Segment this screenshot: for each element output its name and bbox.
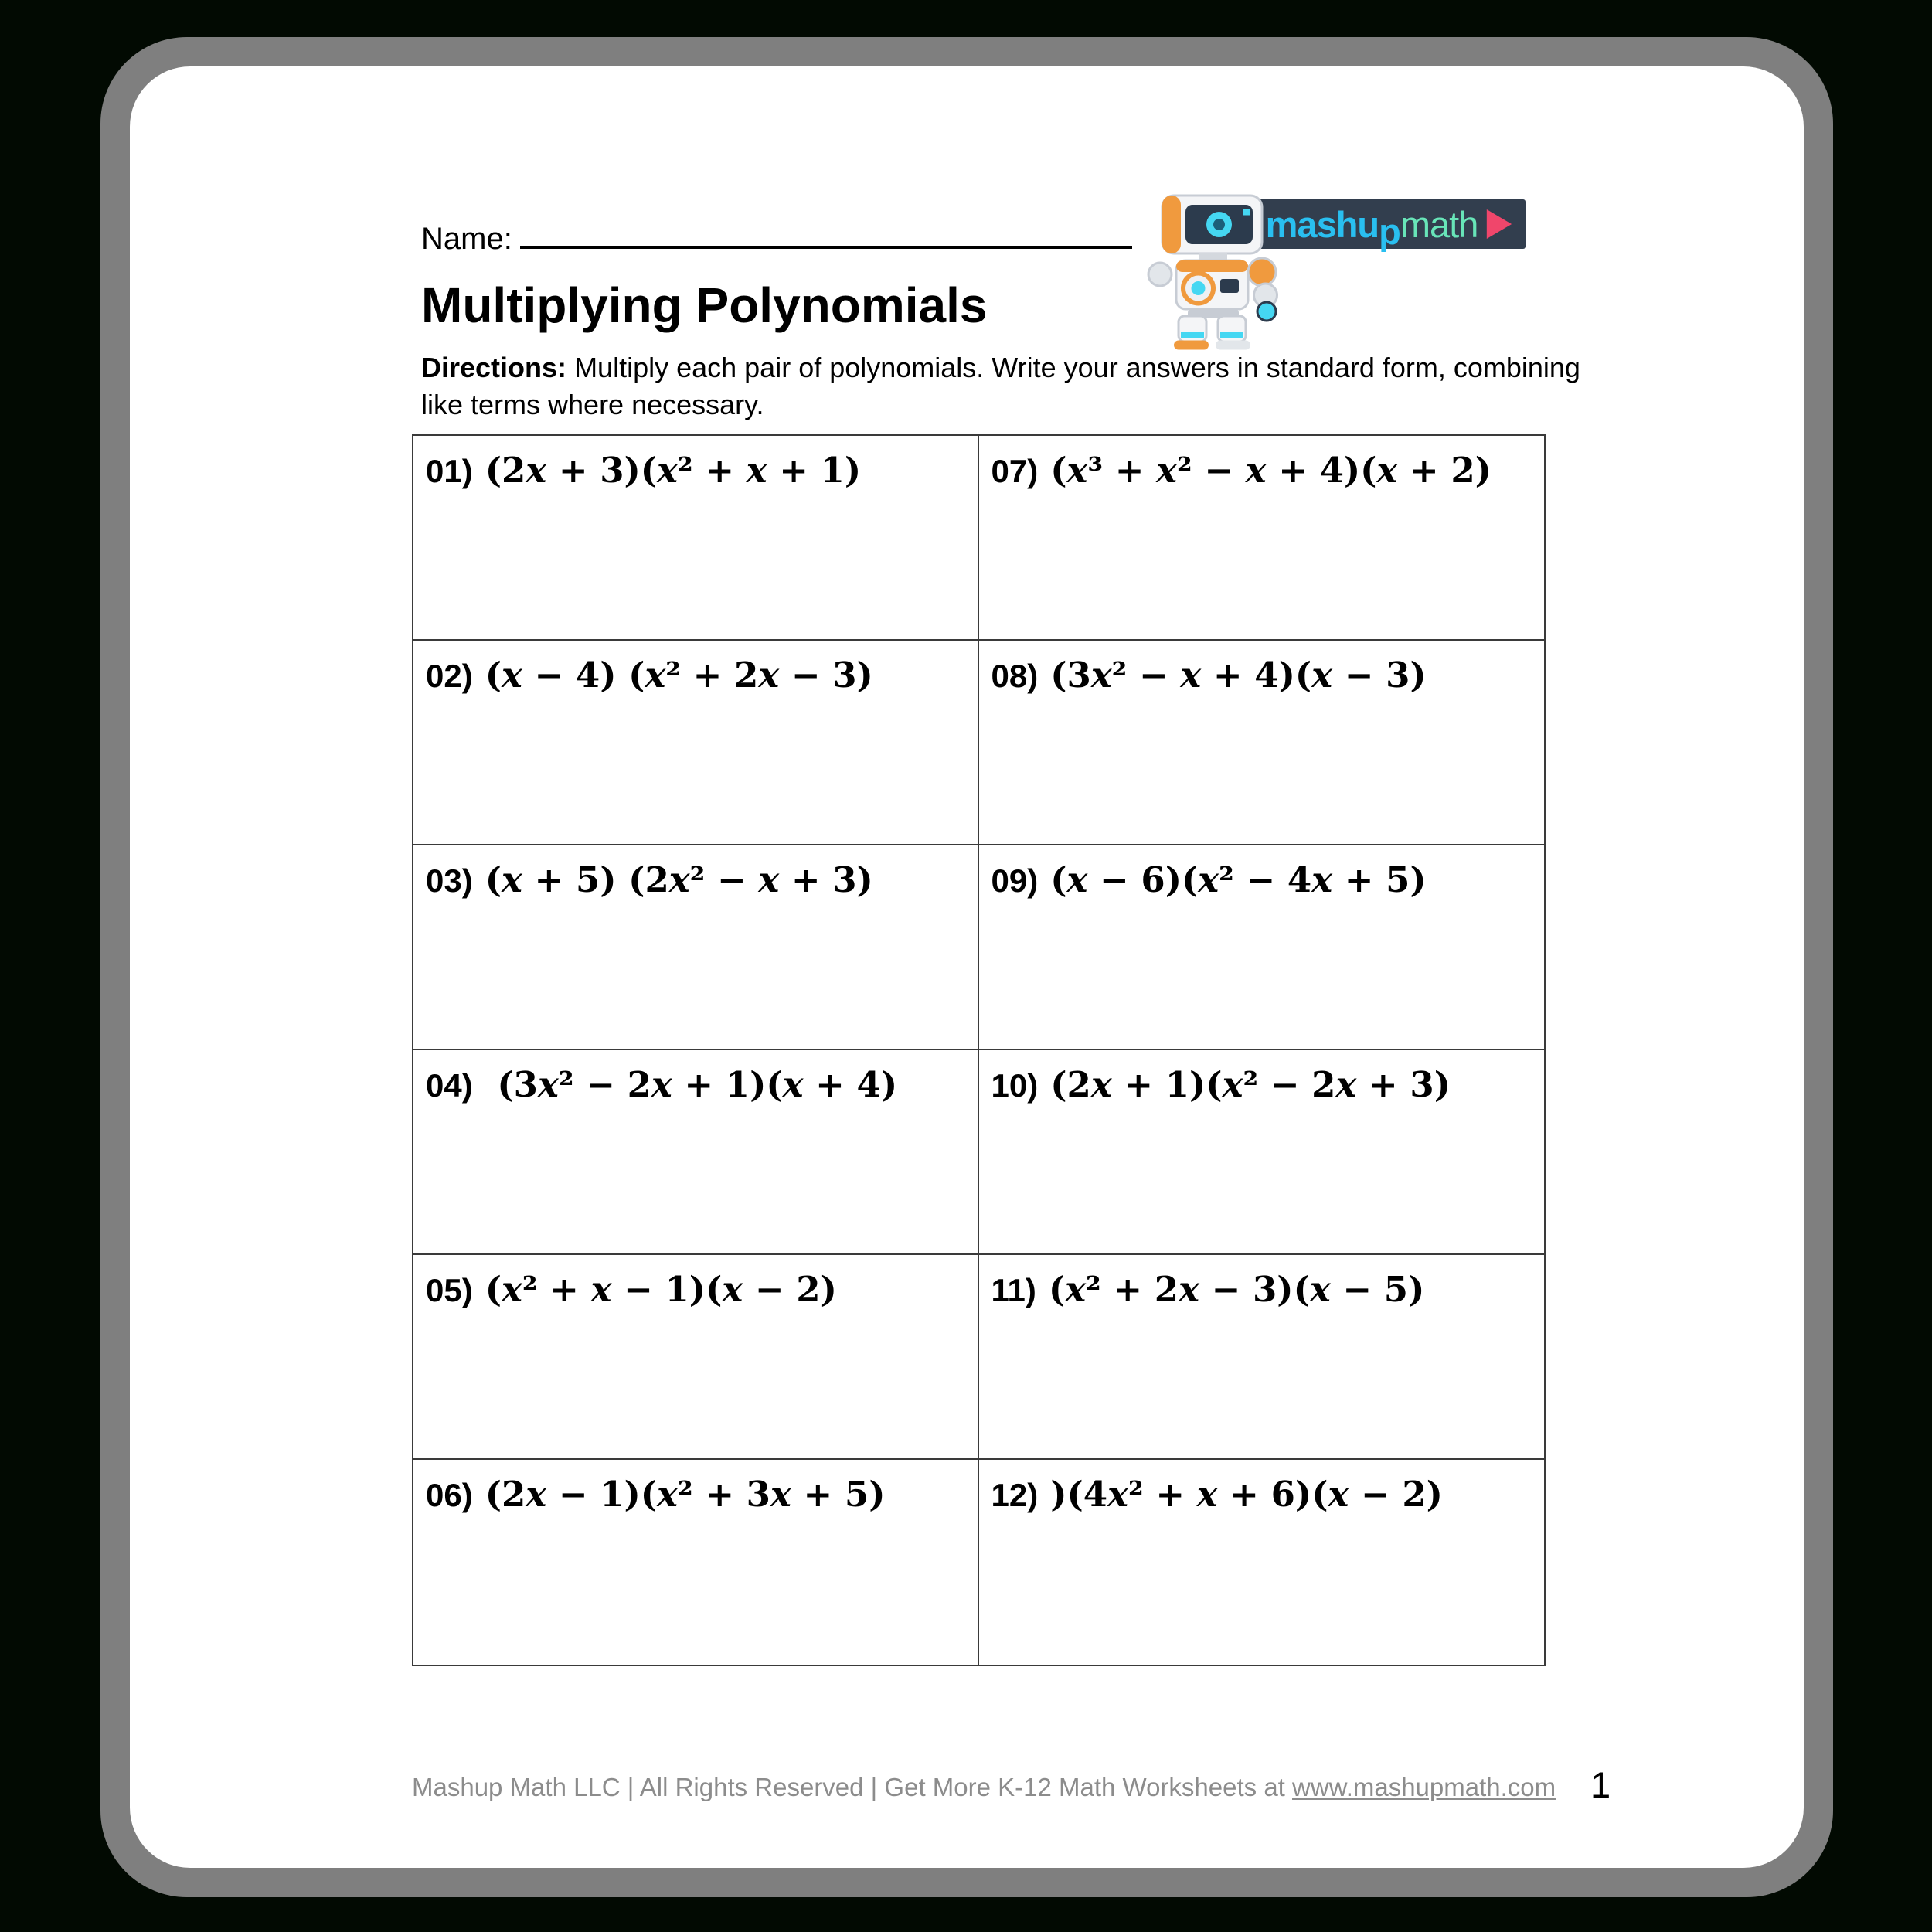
directions-line1: Multiply each pair of polynomials. Write your answers in standard form, combining xyxy=(574,352,1580,383)
directions xyxy=(421,349,1735,423)
problem-expression: (2x − 1)(x² + 3x + 5) xyxy=(485,1474,886,1515)
logo-text-math: math xyxy=(1400,203,1478,245)
problem-cell-02[interactable] xyxy=(413,641,979,845)
problem-number: 04) xyxy=(426,1067,473,1104)
problem-number: 10) xyxy=(991,1067,1039,1104)
logo-text-mashu: mashu xyxy=(1265,203,1379,245)
problem-number: 01) xyxy=(426,453,473,489)
name-label: Name: xyxy=(421,222,512,256)
problem-expression: (x + 5) (2x² − x + 3) xyxy=(485,859,873,900)
problem-cell-04[interactable] xyxy=(413,1050,979,1255)
problem-cell-05[interactable] xyxy=(413,1255,979,1460)
mashupmath-wordmark xyxy=(1265,203,1514,252)
problem-number: 09) xyxy=(991,862,1039,899)
footer-link[interactable]: www.mashupmath.com xyxy=(1292,1773,1556,1801)
problem-cell-12[interactable] xyxy=(979,1460,1545,1665)
problem-number: 07) xyxy=(991,453,1039,489)
problem-cell-01[interactable] xyxy=(413,436,979,641)
logo-text-p: p xyxy=(1379,210,1400,252)
problem-cell-11[interactable] xyxy=(979,1255,1545,1460)
problem-expression: (x − 4) (x² + 2x − 3) xyxy=(485,655,873,696)
problem-number: 11) xyxy=(991,1272,1036,1308)
play-icon xyxy=(1484,208,1513,240)
problem-expression: (x³ + x² − x + 4)(x + 2) xyxy=(1050,450,1492,491)
worksheet-page xyxy=(130,66,1804,1868)
problem-cell-03[interactable] xyxy=(413,845,979,1050)
problems-table xyxy=(412,434,1546,1666)
problem-expression: (x − 6)(x² − 4x + 5) xyxy=(1050,859,1427,900)
page-number: 1 xyxy=(1590,1764,1611,1805)
problem-expression: (2x + 1)(x² − 2x + 3) xyxy=(1050,1064,1451,1105)
problem-number: 03) xyxy=(426,862,473,899)
problem-cell-07[interactable] xyxy=(979,436,1545,641)
problem-number: 12) xyxy=(991,1477,1039,1513)
name-blank-line[interactable] xyxy=(520,219,1132,249)
footer-text: Mashup Math LLC | All Rights Reserved | Get More K-12 Math Worksheets at xyxy=(412,1773,1293,1801)
worksheet-title: Multiplying Polynomials xyxy=(421,277,988,333)
problem-expression: )(4x² + x + 6)(x − 2) xyxy=(1050,1474,1443,1515)
problem-cell-10[interactable] xyxy=(979,1050,1545,1255)
problem-cell-08[interactable] xyxy=(979,641,1545,845)
robot-mascot-icon xyxy=(1144,189,1283,351)
footer xyxy=(412,1773,1556,1802)
worksheet-frame xyxy=(100,37,1833,1897)
problem-expression: (x² + 2x − 3)(x − 5) xyxy=(1048,1269,1425,1310)
mashupmath-logo xyxy=(1253,199,1526,252)
problem-cell-09[interactable] xyxy=(979,845,1545,1050)
problem-expression: (x² + x − 1)(x − 2) xyxy=(485,1269,837,1310)
problem-expression: (2x + 3)(x² + x + 1) xyxy=(485,450,862,491)
problem-number: 06) xyxy=(426,1477,473,1513)
problem-expression: (3x² − x + 4)(x − 3) xyxy=(1050,655,1427,696)
problem-cell-06[interactable] xyxy=(413,1460,979,1665)
problem-number: 02) xyxy=(426,658,473,694)
problem-number: 08) xyxy=(991,658,1039,694)
problem-expression: (3x² − 2x + 1)(x + 4) xyxy=(485,1064,898,1105)
name-row xyxy=(421,219,1132,257)
directions-line2: like terms where necessary. xyxy=(421,389,764,420)
problem-number: 05) xyxy=(426,1272,473,1308)
directions-label: Directions: xyxy=(421,352,567,383)
